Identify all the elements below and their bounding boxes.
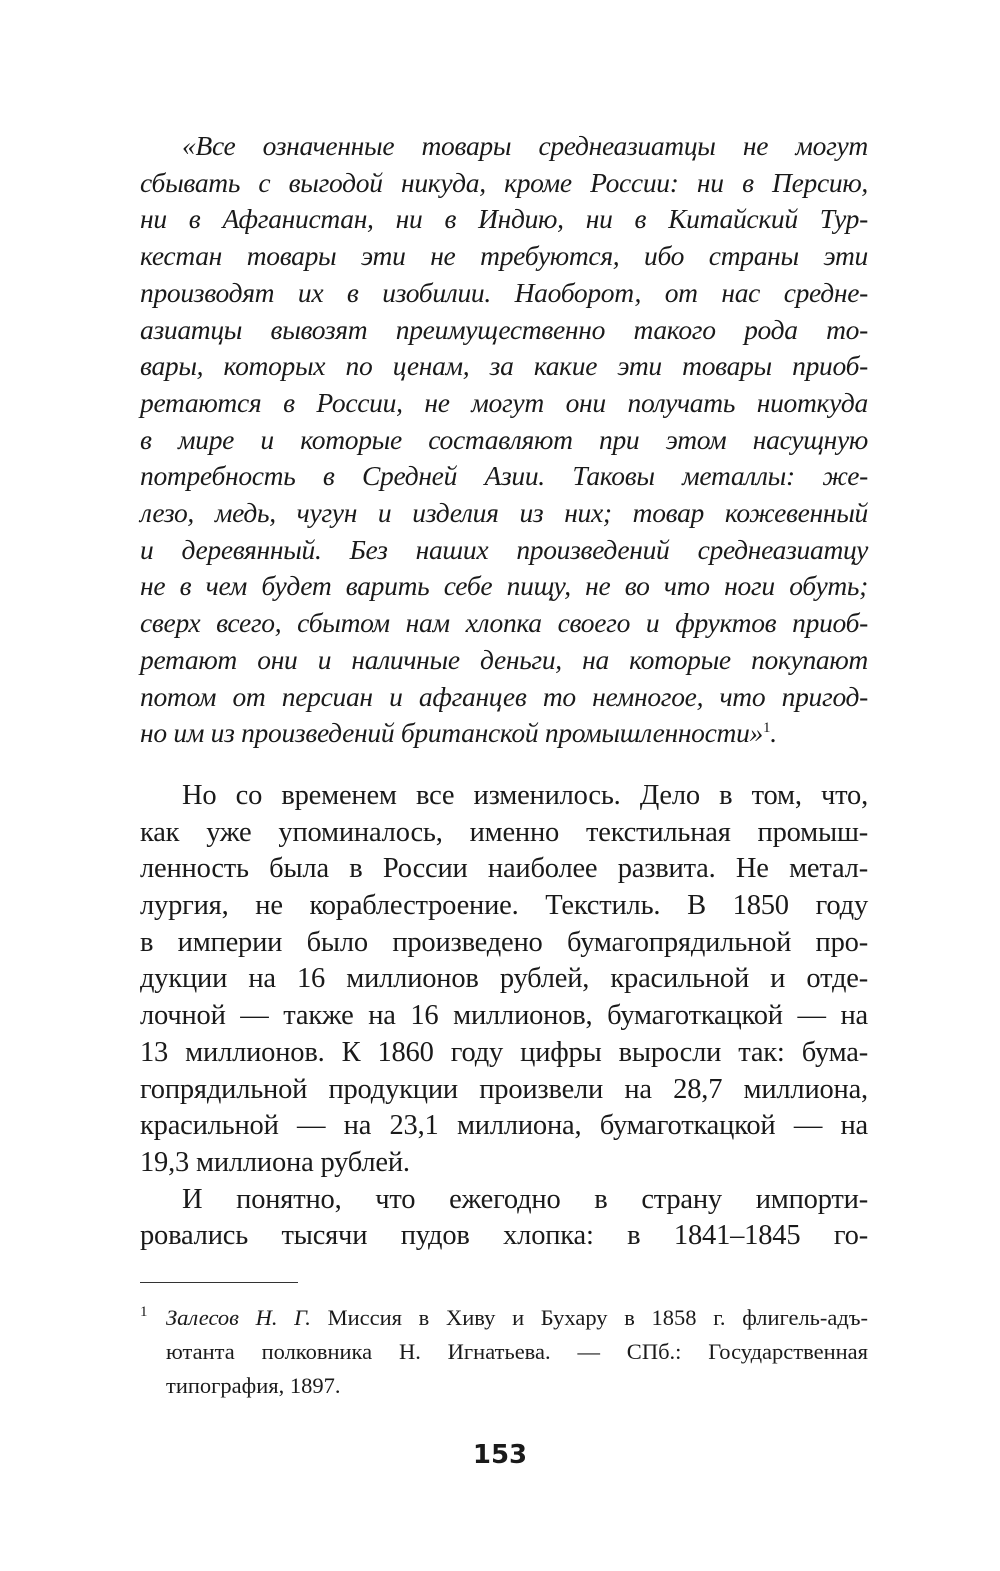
text-line: И понятно, что ежегодно в страну импорти- [182,1183,868,1215]
text-line: гопрядильной продукции произвели на 28,7 миллиона, [140,1073,868,1105]
text-line: 13 миллионов. К 1860 году цифры выросли так: бума- [140,1036,868,1068]
text-line: ленность была в России наиболее развита. Не метал- [140,853,868,885]
text-line: лургия, не кораблестроение. Текстиль. В 1850 году [140,890,868,922]
text-line: красильной — на 23,1 миллиона, бумаготкацкой — на [140,1110,868,1142]
paragraph [140,1182,868,1255]
quote-line: ретаются в России, не могут они получать ниоткуда [140,386,868,418]
text-line: лочной — также на 16 миллионов, бумаготкацкой — на [140,1000,868,1032]
text-line: 19,3 миллиона рублей. [140,1146,410,1178]
footnote-author: Залесов Н. Г. [166,1305,311,1331]
quote-last-line [140,715,868,752]
quote-line: ретают они и наличные деньги, на которые покупают [140,643,868,675]
page-number: 153 [472,1440,528,1470]
quote-line: сверх всего, сбытом нам хлопка своего и фруктов приоб- [140,607,868,639]
quote-line: кестан товары эти не требуются, ибо страны эти [140,240,868,272]
quote-line: в мире и которые составляют при этом насущную [140,423,868,455]
text-line: в империи было произведено бумагопрядильной про- [140,926,868,958]
quote-last-text: но им из произведений британской промышленности» [140,717,763,749]
text-line: Но со временем все изменилось. Дело в том, что, [182,779,868,811]
footnote-line: ютанта полковника Н. Игнатьева. — СПб.: Государственная [166,1339,868,1365]
quote-line: производят их в изобилии. Наоборот, от нас средне- [140,276,868,308]
quote-line: сбывать с выгодой никуда, кроме России: ни в Персию, [140,166,868,198]
main-text [140,778,868,1255]
quote-line: потом от персиан и афганцев то немногое, что пригод- [140,680,868,712]
footnote-reference[interactable]: 1 [763,720,771,737]
quote-end-punct: . [770,717,777,749]
text-line: как уже упоминалось, именно текстильная промыш- [140,816,868,848]
quote-line: ни в Афганистан, ни в Индию, ни в Китайский Тур- [140,203,868,235]
footnote-line [166,1301,868,1335]
text-line: дукции на 16 миллионов рублей, красильной и отде- [140,963,868,995]
footnote [140,1301,868,1403]
block-quote [140,128,868,752]
footnote-line: типография, 1897. [166,1373,341,1399]
quote-line: «Все означенные товары среднеазиатцы не могут [182,130,868,161]
footnote-title: Миссия в Хиву и Бухару в 1858 г. флигель-адъ- [310,1305,868,1331]
quote-line: и деревянный. Без наших произведений среднеазиатцу [140,533,868,565]
footnote-separator [140,1282,298,1283]
quote-line: азиатцы вывозят преимущественно такого рода то- [140,313,868,345]
quote-line: потребность в Средней Азии. Таковы металлы: же- [140,460,868,492]
quote-line: не в чем будет варить себе пищу, не во что ноги обуть; [140,570,868,602]
text-line: ровались тысячи пудов хлопка: в 1841–1845 го- [140,1220,868,1252]
quote-line: лезо, медь, чугун и изделия из них; товар кожевенный [140,497,868,529]
quote-line: вары, которых по ценам, за какие эти товары приоб- [140,350,868,382]
paragraph [140,778,868,1182]
footnote-mark: 1 [140,1304,148,1321]
book-page [140,128,868,1403]
